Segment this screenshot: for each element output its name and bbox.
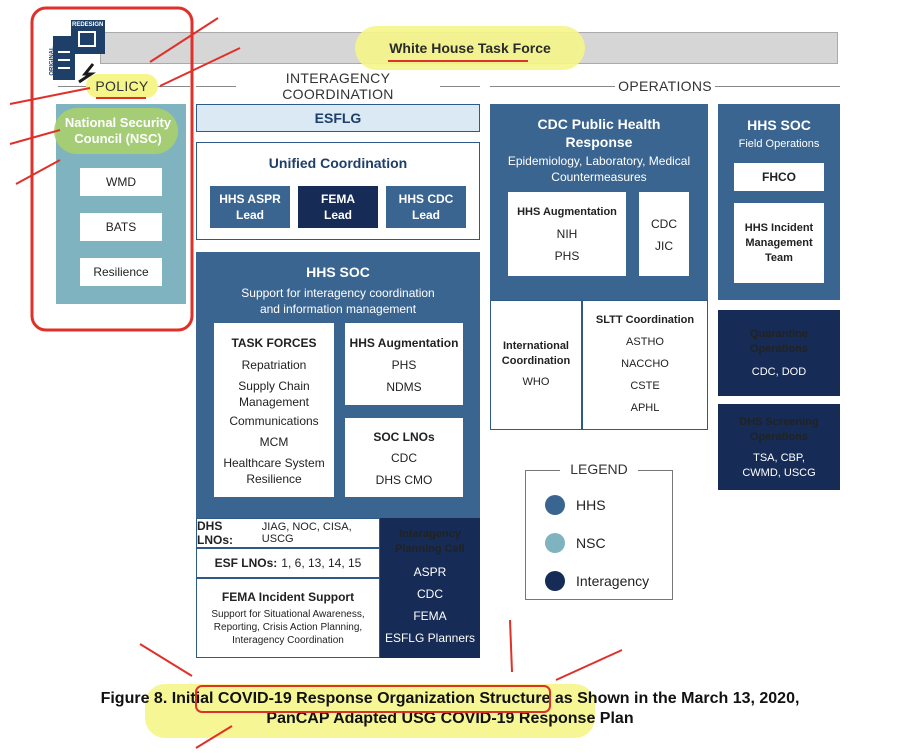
hhs-soc-title: HHS SOC: [306, 264, 370, 280]
legend-swatch-interagency: [545, 571, 565, 591]
dhs-lnos-value: JIAG, NOC, CISA, USCG: [261, 521, 352, 545]
legend-title: LEGEND: [560, 460, 638, 478]
logo-redesign-text: REDESIGN: [72, 22, 104, 28]
quarantine-title: Quarantine Operations: [749, 328, 809, 355]
sltt-naccho: NACCHO: [621, 357, 669, 370]
logo-original-text: ORIGINAL: [49, 46, 56, 76]
aug-phs: PHS: [391, 358, 417, 372]
tf-supply-chain: Supply Chain Management: [238, 379, 310, 409]
arrow-7: [510, 620, 512, 672]
dhs-screening-text: TSA, CBP, CWMD, USCG: [742, 452, 816, 479]
hhs-augmentation-title: HHS Augmentation: [349, 336, 459, 350]
nsc-title: National Security Council (NSC): [64, 115, 172, 146]
lead-hhs-cdc: HHS CDC Lead: [386, 186, 466, 228]
legend-label-interagency: Interagency: [576, 573, 650, 589]
nsc-item-wmd: WMD: [80, 168, 162, 196]
sltt-title: SLTT Coordination: [595, 313, 695, 326]
pc-fema: FEMA: [413, 609, 447, 623]
international-who: WHO: [522, 375, 550, 388]
caption-line-1: Figure 8. Initial COVID-19 Response Organization Structure as Shown in the March 13, 2020,: [100, 690, 800, 707]
task-forces-title: TASK FORCES: [231, 336, 317, 350]
lead-hhs-aspr: HHS ASPR Lead: [210, 186, 290, 228]
arrow-6: [140, 644, 192, 676]
esf-lnos-row: [196, 548, 380, 578]
esf-lnos-label: ESF LNOs:: [214, 556, 278, 570]
pc-cdc: CDC: [417, 587, 443, 601]
policy-underline: [96, 97, 146, 99]
sltt-astho: ASTHO: [626, 335, 664, 348]
cdc-title: CDC Public Health Response: [537, 116, 661, 150]
cdc-aug-phs: PHS: [554, 249, 580, 263]
aug-ndms: NDMS: [386, 380, 422, 394]
arrow-3: [10, 88, 90, 104]
nsc-item-resilience: Resilience: [80, 258, 162, 286]
arrow-4: [10, 130, 60, 144]
cdc-jic-jic: JIC: [655, 239, 673, 253]
task-force-label: White House Task Force: [389, 40, 551, 56]
hhs-soc-field-subtitle: Field Operations: [738, 137, 820, 150]
caption-line-2: PanCAP Adapted USG COVID-19 Response Plan: [266, 710, 634, 727]
tf-healthcare: Healthcare System Resilience: [223, 456, 325, 486]
legend-swatch-nsc: [545, 533, 565, 553]
international-title: International Coordination: [501, 340, 571, 367]
cdc-jic-cdc: CDC: [651, 217, 677, 231]
interagency-header: INTERAGENCY COORDINATION: [236, 76, 440, 96]
lno-dhs-cmo: DHS CMO: [375, 473, 433, 487]
fema-support-text: Support for Situational Awareness, Reporting, Crisis Action Planning, Interagency Coordination: [211, 608, 365, 646]
cdc-jic-box: [639, 192, 689, 276]
incident-management-team-box: HHS Incident Management Team: [734, 203, 824, 283]
legend-swatch-hhs: [545, 495, 565, 515]
planning-cell-title: Interagency Planning Cell: [395, 528, 465, 555]
nsc-item-bats: BATS: [80, 213, 162, 241]
esflg-box: ESFLG: [196, 104, 480, 132]
fema-support-title: FEMA Incident Support: [221, 590, 355, 604]
cdc-subtitle: Epidemiology, Laboratory, Medical Countermeasures: [507, 154, 691, 184]
tf-repatriation: Repatriation: [241, 358, 307, 372]
lead-fema: FEMA Lead: [298, 186, 378, 228]
dhs-lnos-row: [196, 518, 380, 548]
soc-lnos-title: SOC LNOs: [373, 430, 435, 444]
pc-aspr: ASPR: [413, 565, 447, 579]
unified-title: Unified Coordination: [268, 155, 408, 171]
cdc-aug-nih: NIH: [556, 227, 578, 241]
legend-label-hhs: HHS: [576, 497, 606, 513]
sltt-cste: CSTE: [630, 379, 660, 392]
fhco-box: FHCO: [734, 163, 824, 191]
operations-header: OPERATIONS: [615, 76, 715, 96]
cdc-augmentation-title: HHS Augmentation: [517, 205, 617, 218]
arrow-5: [16, 160, 60, 184]
dhs-lnos-label: DHS LNOs:: [197, 519, 233, 547]
legend-label-nsc: NSC: [576, 535, 606, 551]
arrow-8: [556, 650, 622, 680]
lno-cdc: CDC: [391, 451, 417, 465]
quarantine-text: CDC, DOD: [751, 365, 807, 378]
tf-communications: Communications: [229, 414, 319, 428]
dhs-screening-title: DHS Screening Operations: [739, 416, 819, 443]
task-force-underline: [388, 60, 528, 62]
policy-header: POLICY: [95, 78, 149, 94]
tf-mcm: MCM: [259, 435, 289, 449]
hhs-soc-subtitle: Support for interagency coordination and information management: [241, 286, 435, 316]
esf-lnos-value: 1, 6, 13, 14, 15: [281, 556, 362, 570]
sltt-aphl: APHL: [630, 401, 660, 414]
pc-esflg-planners: ESFLG Planners: [384, 631, 476, 645]
hhs-soc-field-title: HHS SOC: [747, 117, 811, 133]
